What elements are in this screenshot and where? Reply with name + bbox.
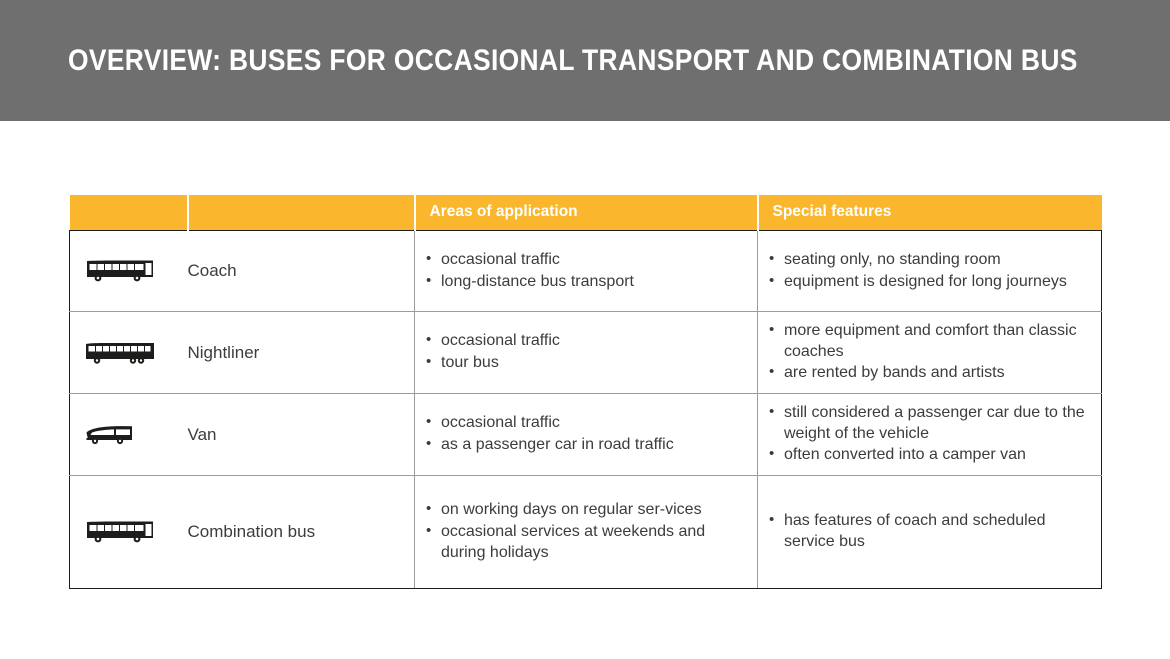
van-icon [78,394,188,475]
vehicle-icon-cell [70,394,188,476]
title-bar [0,0,1170,121]
vehicle-overview-table-wrapper [69,195,1101,589]
vehicle-overview-table [69,195,1102,589]
areas-of-application-cell [415,312,758,394]
special-features-cell [758,312,1102,394]
list-item: • occasional traffic [415,331,743,352]
list-item: • are rented by bands and artists [758,363,1087,384]
special-features-cell [758,231,1102,312]
vehicle-name: Combination bus [187,522,316,542]
list-item: • equipment is designed for long journeys [758,272,1087,293]
list-item: • long-distance bus transport [415,272,743,293]
list-item: • occasional traffic [415,250,743,271]
list-item: • tour bus [415,353,743,374]
list-item: • has features of coach and scheduled service bus [758,511,1087,553]
areas-of-application-cell [415,394,758,476]
list-item: • occasional traffic [415,413,743,434]
vehicle-name: Van [187,424,217,444]
page-title: OVERVIEW: BUSES FOR OCCASIONAL TRANSPORT AND COMBINATION BUS [68,44,1078,77]
list-item: • as a passenger car in road traffic [415,435,743,456]
vehicle-icon-cell [70,476,188,589]
features-list [758,511,1101,553]
features-list [758,403,1101,466]
table-row [70,231,1102,312]
table-row [70,394,1102,476]
special-features-cell [758,394,1102,476]
table-header-row [70,195,1102,231]
features-list [758,250,1101,293]
list-item: • more equipment and comfort than classic coaches [758,321,1087,363]
areas-of-application-cell [415,231,758,312]
vehicle-name: Coach [187,261,237,281]
vehicle-name: Nightliner [187,342,260,362]
list-item: • seating only, no standing room [758,250,1087,271]
vehicle-name-cell [188,231,415,312]
table-row [70,312,1102,394]
vehicle-icon-cell [70,231,188,312]
list-item: • on working days on regular ser-vices [415,500,743,521]
coach-bus-icon [78,231,188,311]
areas-of-application-cell [415,476,758,589]
column-header-areas-of-application: Areas of application [415,195,758,231]
features-list [758,321,1101,384]
special-features-cell [758,476,1102,589]
list-item: • still considered a passenger car due to the weight of the vehicle [758,403,1087,445]
nightliner-bus-icon [78,312,188,393]
areas-list [415,250,757,293]
table-body [70,231,1102,589]
vehicle-name-cell [188,476,415,589]
combination-bus-icon [78,476,188,588]
vehicle-icon-cell [70,312,188,394]
column-header-special-features: Special features [758,195,1102,231]
table-row [70,476,1102,589]
column-header-icon [70,195,188,231]
list-item: • often converted into a camper van [758,445,1087,466]
vehicle-name-cell [188,394,415,476]
vehicle-name-cell [188,312,415,394]
areas-list [415,331,757,374]
column-header-name [188,195,415,231]
table-header [70,195,1102,231]
list-item: • occasional services at weekends and during holidays [415,522,743,564]
areas-list [415,413,757,456]
areas-list [415,500,757,563]
